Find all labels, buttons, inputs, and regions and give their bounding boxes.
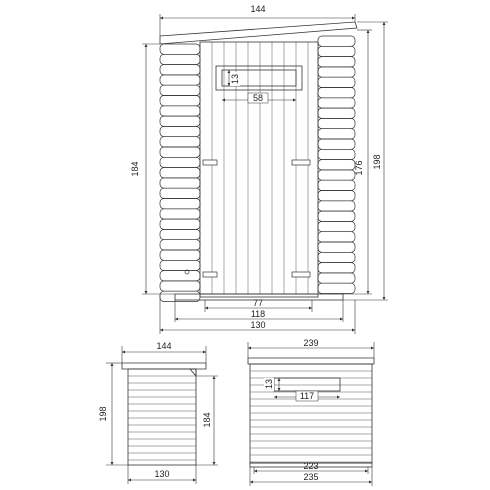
log [318, 180, 355, 190]
back-window [274, 378, 340, 391]
log [318, 129, 355, 139]
log [160, 44, 200, 54]
side-roof [122, 363, 206, 369]
log [318, 160, 355, 170]
log [160, 229, 200, 239]
log [160, 250, 200, 260]
log [318, 201, 355, 211]
door-threshold [200, 294, 318, 297]
back-roof [248, 358, 374, 364]
base-width-label: 130 [250, 320, 266, 330]
front-left-log-wall [160, 44, 200, 302]
log [318, 36, 355, 46]
back-width-top-label: 239 [303, 338, 319, 348]
log [160, 96, 200, 106]
side-height-left-label: 198 [98, 406, 108, 422]
door-width-label: 77 [252, 298, 264, 308]
side-width-top-label: 144 [156, 341, 172, 351]
log [160, 157, 200, 167]
side-width-bottom-label: 130 [154, 469, 170, 479]
log [318, 283, 355, 293]
log [318, 46, 355, 56]
log [160, 199, 200, 209]
side-view [98, 341, 218, 484]
log [318, 242, 355, 252]
log [160, 126, 200, 136]
log [160, 147, 200, 157]
log [160, 271, 200, 281]
log [160, 260, 200, 270]
front-width-top-label: 144 [250, 4, 266, 14]
front-view [130, 4, 388, 334]
log [160, 54, 200, 64]
log [318, 67, 355, 77]
hinge-icon [292, 272, 310, 277]
log [318, 252, 355, 262]
side-wall-boards [128, 376, 196, 460]
front-height-right-outer-label: 198 [372, 154, 382, 170]
log [160, 281, 200, 291]
front-roof [160, 22, 357, 44]
hinge-icon [203, 272, 217, 277]
log [160, 85, 200, 95]
log [318, 211, 355, 221]
inner-width-label: 118 [250, 309, 266, 319]
back-inner-width-label: 223 [303, 461, 319, 471]
window-height-label: 13 [230, 73, 240, 85]
log [160, 65, 200, 75]
back-outer-width-label: 235 [303, 472, 319, 482]
hinge-icon [292, 160, 310, 165]
log [160, 168, 200, 178]
side-roof-slope [190, 369, 196, 376]
log [318, 232, 355, 242]
front-right-log-wall [318, 36, 355, 294]
back-window-height-label: 13 [264, 378, 274, 390]
log [318, 273, 355, 283]
log [318, 57, 355, 67]
log [160, 137, 200, 147]
log [318, 149, 355, 159]
log [160, 209, 200, 219]
log [160, 116, 200, 126]
log [318, 88, 355, 98]
front-height-left-label: 184 [130, 161, 140, 177]
side-wall [128, 369, 196, 465]
hinge-icon [203, 160, 217, 165]
log [318, 118, 355, 128]
log [318, 263, 355, 273]
log [318, 170, 355, 180]
log [160, 106, 200, 116]
side-height-right-label: 184 [202, 412, 212, 428]
log [318, 191, 355, 201]
back-view [248, 338, 374, 486]
log [318, 139, 355, 149]
door-boards [212, 42, 308, 294]
log [160, 178, 200, 188]
log [318, 77, 355, 87]
log [318, 221, 355, 231]
front-height-right-inner-label: 176 [354, 160, 364, 176]
log [160, 240, 200, 250]
front-door [200, 42, 318, 294]
log [160, 188, 200, 198]
log [318, 98, 355, 108]
log [318, 108, 355, 118]
log [160, 219, 200, 229]
window-width-label: 58 [252, 93, 264, 103]
back-window-width-label: 117 [299, 391, 315, 401]
log [160, 75, 200, 85]
